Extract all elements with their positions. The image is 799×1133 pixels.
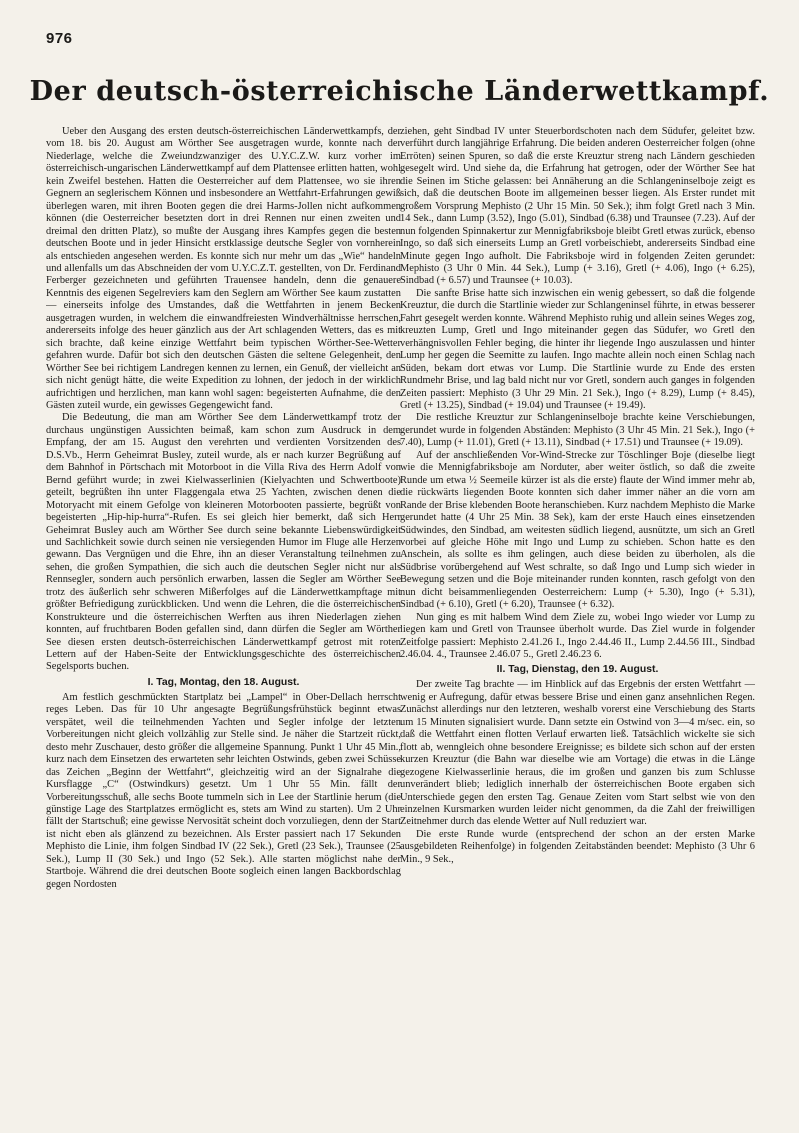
- paragraph: Die restliche Kreuztur zur Schlangeninselboje brachte keine Verschiebungen, gerundet wurde in folgenden Abständen: Mephisto (3 Uhr 45 Min. 21 Sek.), Ingo (+ 7.40), Lump (+ 11.01), Gretl (+ 13.11), Sindbad (+ 17.51) und Traunsee (+ 19.09).: [400, 412, 755, 449]
- paragraph: Die Bedeutung, die man am Wörther See dem Länderwettkampf trotz der durchaus ungünstigen Aussichten beimaß, kam schon zum Ausdruck in dem Empfang, der am 15. August den verehrten und verdienten Vorsitzenden des D.S.Vb., Herrn Geheimrat Busley, zuteil wurde, als er nach kurzer Begrüßung auf dem Bahnhof in Pörtschach mit Motorboot in die Villa Riva des Herrn Adolf von Bernd geführt wurde; in zwei Kielwasserlinien (Kielyachten und Schwertboote) geteilt, begrüßten ihn unter Flaggengala etwa 25 Yachten, zwischen denen die Motoryacht mit einem Gefolge von kleineren Motorbooten passierte, begrüßt von begeisterten „Hip-hip-hurra“-Rufen. Es sei gleich hier bemerkt, daß sich Herr Geheimrat Busley auch am Wörther See durch seine bekannte Liebenswürdigkeit und Sachlichkeit sowie durch seinen nie versiegenden Humor im Fluge alle Herzen gewann. Das Vergnügen und die Ehre, ihn an dieser Veranstaltung teilnehmen zu sehen, die großen Sympathien, die sich auch die deutschen Segler nicht nur als Rennsegler, sondern auch persönlich erwarben, lassen die Segler am Wörther See trotz des äußerlich sehr schweren Mißerfolges auf die Länderwettkampftage mit größter Befriedigung zurückblicken. Und wenn die Lehren, die die österreichischen Konstrukteure und die österreichischen Werften aus ihren Niederlagen ziehen konnten, auf fruchtbaren Boden gefallen sind, dann dürfen die Segler am Wörther See diesen ersten deutsch-österreichischen Länderwettkampf getrost mit roten Lettern auf der Haben-Seite der Entwicklungsgeschichte des österreichischen Segelsports buchen.: [46, 412, 401, 673]
- paragraph: Die sanfte Brise hatte sich inzwischen ein wenig gebessert, so daß die folgende Kreuztur, die durch die Startlinie wieder zur Schlangeninsel führte, in etwas besserer Fahrt gesegelt werden konnte. Während Mephisto ruhig und allein seines Weges zog, kreuzten Lump, Gretl und Ingo miteinander gegen das Südufer, wo Gretl den verhängnisvollen Fehler beging, die hinter ihr liegende Ingo auszulassen und hinter Lump her gegen die Seemitte zu laufen. Ingo machte allein noch einen Schlag nach Süden, bekam dort etwas vor Lump. Die Startlinie wurde zu Ende des ersten Rundmehr Brise, und lag bald nicht nur vor Gretl, sondern auch ganges in folgenden Zeiten passiert: Mephisto (3 Uhr 29 Min. 21 Sek.), Ingo (+ 8.29), Lump (+ 8.45), Gretl (+ 13.25), Sindbad (+ 19.04) und Traunsee (+ 19.49).: [400, 287, 755, 411]
- paragraph: Die erste Runde wurde (entsprechend der schon an der ersten Marke ausgebildeten Reihenfolge) in folgenden Zeitabständen beendet: Mephisto (3 Uhr 6 Min., 9 Sek.,: [400, 828, 755, 865]
- paragraph: ziehen, geht Sindbad IV unter Steuerbordschoten nach dem Südufer, geleitet bzw. verführt durch langjährige Erfahrung. Die beiden anderen Oesterreicher folgen (ohne Erröten) seinen Spuren, so daß die erste Kreuztur streng nach Ländern geschieden gesegelt wird. Und siehe da, die Erfahrung hat getrogen, oder der Wörther See hat die Seinen im Stiche gelassen: bei Annäherung an die Schlangeninselboje zeigt es sich, daß die deutschen Boote im allgemeinen besser liegen. Als Erster rundet mit großem Vorsprung Mephisto (2 Uhr 15 Min. 50 Sek.); ihm folgt Gretl nach 3 Min. 14 Sek., dann Lump (3.52), Ingo (5.01), Sindbad (6.38) und Traunsee (7.23). Auf der nun folgenden Spinnakertur zur Mennigfabriksboje bleibt Gretl etwas zurück, ebenso Ingo, so daß sich einerseits Lump an Gretl vorbeischiebt, andererseits Sindbad eine Minute gegen Ingo aufholt. Die Fabriksboje wird in folgenden Zeiten gerundet: Mephisto (3 Uhr 0 Min. 44 Sek.), Lump (+ 3.16), Gretl (+ 4.06), Ingo (+ 6.25), Sindbad (+ 6.57) und Traunsee (+ 10.03).: [400, 126, 755, 287]
- section-heading: II. Tag, Dienstag, den 19. August.: [496, 664, 659, 676]
- paragraph: Der zweite Tag brachte — im Hinblick auf das Ergebnis der ersten Wettfahrt — wenig er Aufregung, dafür etwas bessere Brise und einen ganz ansehnlichen Regen. Zunächst allerdings nur den letzteren, weshalb vorerst eine Verschiebung des Starts um 15 Minuten signalisiert wurde. Dann setzte ein Ostwind von 3—4 m/sec. ein, so daß die Wettfahrt einen flotten Verlauf erwarten ließ. Tatsächlich wickelte sie sich flott ab, wenngleich ohne besondere Ereignisse; es bildete sich schon auf der ersten kurzen Kreuztur (die Bahn war dieselbe wie am Vortage) die etwas in die Länge gezogene Kielwasserlinie heraus, die im großen und ganzen bis zum Schlusse unverändert blieb; lediglich innerhalb der österreichischen Boote ergaben sich Unterschiede gegen den ersten Tag. Genaue Zeiten vom Start selbst wie von den einzelnen Kursmarken wurden leider nicht genommen, da die Zahl der freiwilligen Zeitnehmer durch das elende Wetter auf Null reduziert war.: [400, 679, 755, 828]
- article-title: Der deutsch-österreichische Länderwettkampf.: [29, 76, 770, 107]
- page-number: 976: [46, 30, 73, 47]
- paragraph: Nun ging es mit halbem Wind dem Ziele zu, wobei Ingo wieder vor Lump zu liegen kam und Gretl von Traunsee überholt wurde. Das Ziel wurde in folgender Zeitfolge passiert: Mephisto 2.41.26 I., Ingo 2.44.46 II., Lump 2.44.56 III., Sindbad 2.46.04. 4., Traunsee 2.46.07 5., Gretl 2.46.23 6.: [400, 611, 755, 661]
- right-column: [400, 126, 755, 1111]
- left-column: [46, 126, 401, 1111]
- paragraph: Am festlich geschmückten Startplatz bei „Lampel“ in Ober-Dellach herrscht reges Leben. Das für 10 Uhr angesagte Begrüßungsfrühstück beginnt etwas verspätet, weil die teilnehmenden Yachten und Segler infolge der letzten Vorbereitungen nicht gleich vollzählig zur Stelle sind. Je näher die Startzeit rückt, desto mehr Zuschauer, desto größer die allgemeine Spannung. Punkt 1 Uhr 45 Min., kurz nach dem Einsetzen des erwarteten sehr leichten Ostwinds, geben zwei Schüsse das Zeichen „Beginn der Wettfahrt“, gleichzeitig wird an der Signalrahe die Kursflagge „C“ (Ostwindkurs) gesetzt. Um 1 Uhr 55 Min. fällt der Vorbereitungsschuß, alle sechs Boote tummeln sich in Lee der Startlinie herum (die günstige Lage des Startplatzes ermöglicht es, stets am Wind zu starten). Um 2 Uhr fällt der Startschuß; eine gewisse Nervosität scheint doch vorzuliegen, denn der Start ist nicht eben als glänzend zu bezeichnen. Als Erster passiert nach 17 Sekunden Mephisto die Linie, ihm folgen Sindbad IV (22 Sek.), Gretl (23 Sek.), Traunsee (25 Sek.), Lump II (30 Sek.) und Ingo (52 Sek.). Alle starten möglichst nahe der Startboje. Während die drei deutschen Boote sogleich einen langen Backbordschlag gegen Nordosten: [46, 691, 401, 890]
- section-heading: I. Tag, Montag, den 18. August.: [147, 676, 300, 688]
- paragraph: Ueber den Ausgang des ersten deutsch-österreichischen Länderwettkampfs, der vom 18. bis 20. August am Wörther See ausgetragen wurde, konnte nach der Niederlage, welche die Zweiundzwanziger des U.Y.C.Z.W. kurz vorher im österreichisch-ungarischen Länderwettkampf auf dem Plattensee erlitten hatten, wohl kein Zweifel bestehen. Hatten die Oesterreicher auf dem Plattensee, wo sie ihren Gegnern an seglerischem Können und insbesondere an Wettfahrt-Erfahrungen gewiß überlegen waren, mit ihren Booten gegen die drei Harms-Jollen nicht aufkommen können (die Oesterreicher besetzten dort in drei Rennen nur einen zweiten und dreimal den dritten Platz), so mußte der Ausgang ihres Kampfes gegen die besten deutschen Boote und in jeder Hinsicht erstklassige deutsche Segler von vornherein als entschieden angesehen werden. Es konnte sich nur mehr um das „Wie“ handeln und allenfalls um das Abschneiden der vom U.Y.C.Z.T. gestellten, von Dr. Ferdinand Ferberger gezeichneten und geführten Trauensee handeln, denn die genauere Kenntnis des eigenen Segelreviers kam den Seglern am Wörther See kaum zustatten — einerseits infolge des Umstandes, daß die Wettfahrten in jenem Becken ausgetragen wurden, in welchem die einwandfreiesten Windverhältnisse herrschen, andererseits infolge des heuer gänzlich aus der Art schlagenden Wetters, das es mit sich brachte, daß keine einzige Wettfahrt beim typischen Wörther-See-Wetter gefahren wurde. Dafür bot sich den deutschen Gästen die seltene Gelegenheit, den Wörther See bei richtigem Landregen kennen zu lernen, ein Genuß, der vielleicht an sich nicht genügt hätte, die weite Expedition zu lohnen, der jedoch in der wirklich aufrichtigen und herzlichen, man kann wohl sagen: begeisterten Aufnahme, die den Gästen zuteil wurde, ein gewisses Gegengewicht fand.: [46, 126, 401, 411]
- paragraph: Auf der anschließenden Vor-Wind-Strecke zur Töschlinger Boje (dieselbe liegt wie die Mennigfabriksboje am Norduter, aber weiter östlich, so daß die zweite Runde um etwa ½ Seemeile kürzer ist als die erste) flaute der Wind immer mehr ab, die rückwärts liegenden Boote konnten sich daher immer näher an die vorn am Rande der Brise klebenden Boote heranschieben. Kurz nachdem Mephisto die Marke gerundet hatte (4 Uhr 25 Min. 38 Sek), kam der erste Hauch eines einsetzenden Südwindes, den Sindbad, am weitesten südlich liegend, ausnützte, um sich an Gretl vorbei auf gleiche Höhe mit Ingo und Lump zu schieben. Schon hatte es den Anschein, als sollte es ihm gelingen, auch diese beiden zu überholen, als die Südbrise vorübergehend auf West schralte, so daß Ingo und Lump sich wieder in Bewegung setzen und die Boje miteinander runden konnten, rasch gefolgt von den nun dicht beisammenliegenden Oesterreichern: Lump (+ 5.30), Ingo (+ 5.31), Sindbad (+ 6.10), Gretl (+ 6.20), Traunsee (+ 6.32).: [400, 449, 755, 611]
